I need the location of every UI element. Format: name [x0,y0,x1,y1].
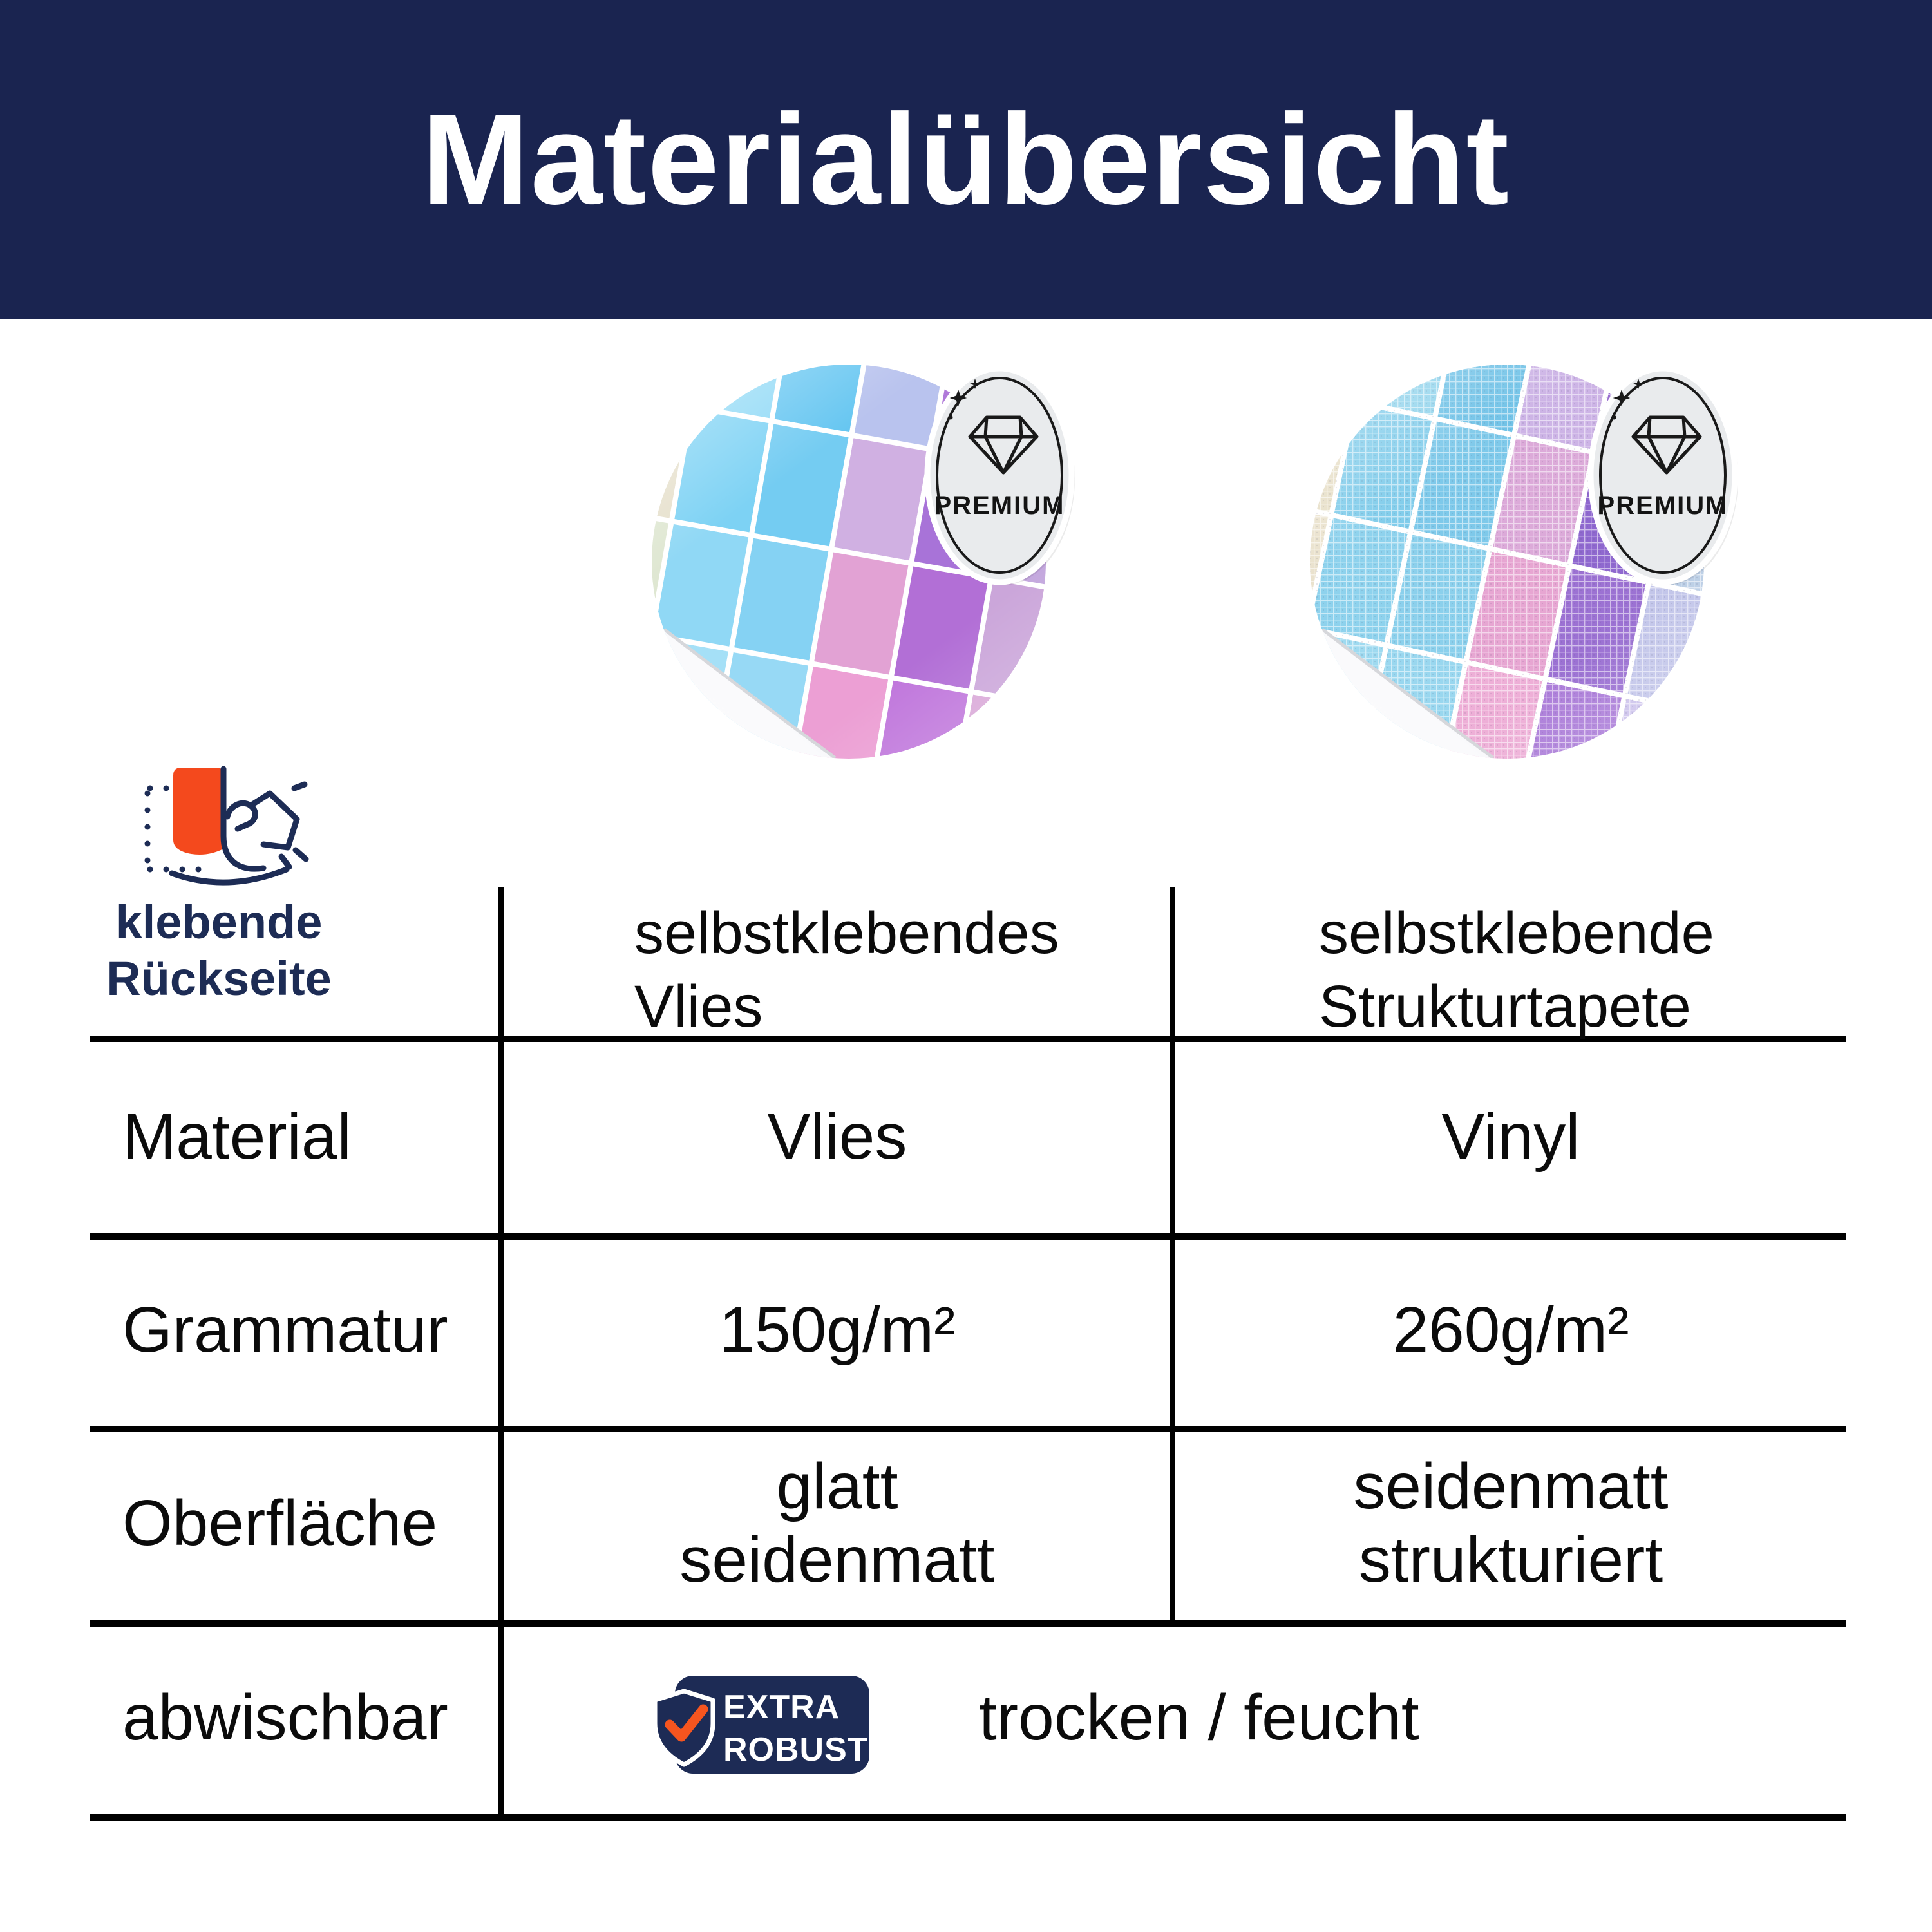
premium-label: PREMIUM [934,491,1065,520]
column-header-strukturtapete: selbstklebende Strukturtapete [1319,900,1714,1039]
robust-line1: EXTRA [723,1689,840,1726]
row-label-material: Material [122,1101,352,1173]
table-divider-1 [498,887,504,1821]
premium-badge-1 [922,365,1078,586]
column-header-vlies: selbstklebendes Vlies [634,900,1059,1039]
feature-adhesive-back [84,894,354,1007]
grammatur-value-col1: 150g/m² [719,1294,956,1366]
table-rule-4 [90,1620,1846,1627]
grammatur-value-col2: 260g/m² [1392,1294,1629,1366]
oberflaeche-value-col1: glatt seidenmatt [679,1450,995,1596]
feature-line2: Rückseite [106,952,332,1005]
extra-robust-badge [647,1671,886,1783]
robust-line2: ROBUST [723,1731,869,1768]
table-rule-3 [90,1426,1846,1432]
row-label-abwischbar: abwischbar [122,1681,448,1754]
oberflaeche-value-col2: seidenmatt strukturiert [1353,1450,1669,1596]
table-rule-bottom [90,1814,1846,1821]
material-value-col1: Vlies [767,1101,907,1173]
peel-hand-icon [132,760,306,889]
sticker-shape [173,768,223,855]
page-title: Materialübersicht [421,88,1511,231]
feature-line1: klebende [115,895,323,949]
premium-label: PREMIUM [1597,491,1728,520]
table-divider-2 [1170,887,1175,1627]
table-rule-2 [90,1233,1846,1240]
abwischbar-value: trocken / feucht [979,1681,1419,1754]
premium-badge-2 [1586,365,1741,586]
row-label-grammatur: Grammatur [122,1294,448,1366]
row-label-oberflaeche: Oberfläche [122,1487,438,1559]
material-value-col2: Vinyl [1441,1101,1580,1173]
